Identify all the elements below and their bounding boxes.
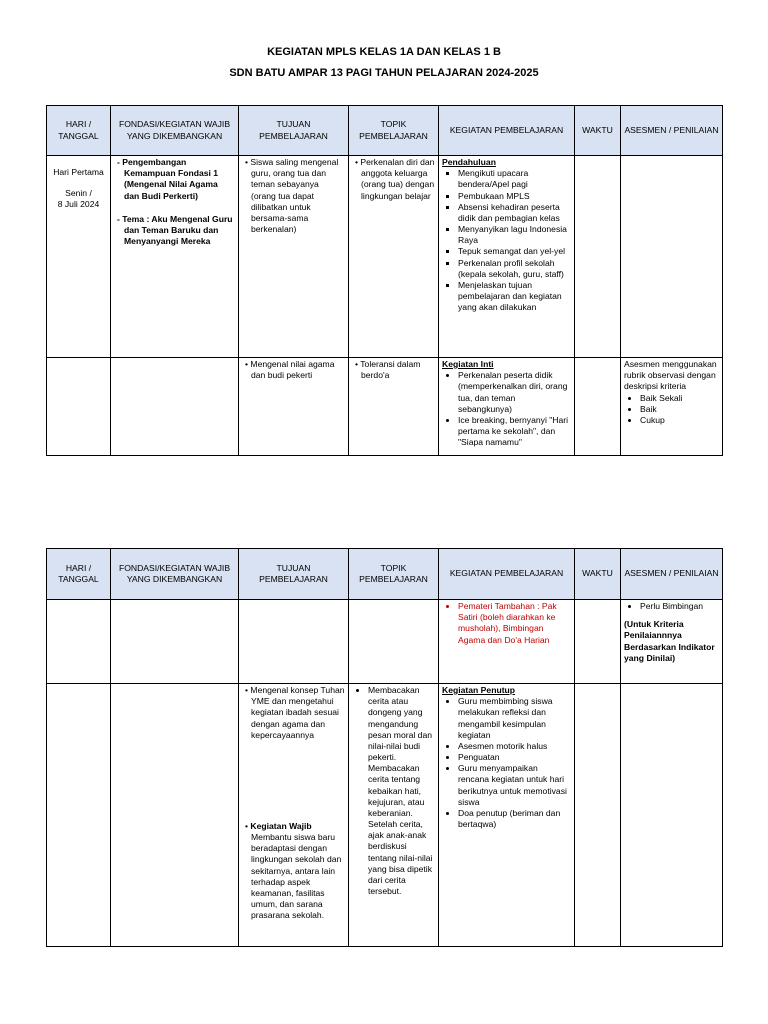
list-item: ▪ Pembukaan MPLS	[458, 191, 571, 202]
cell-tujuan	[239, 358, 349, 456]
list-item: • Doa penutup (beriman dan bertaqwa)	[458, 808, 571, 830]
kegiatan-heading: Pendahuluan	[442, 157, 496, 167]
cell-tujuan	[239, 156, 349, 358]
cell-kegiatan	[439, 684, 575, 947]
header-hari: HARI / TANGGAL	[47, 549, 111, 600]
header-asesmen: ASESMEN / PENILAIAN	[621, 106, 723, 156]
cell-tujuan	[239, 684, 349, 947]
tujuan-item: • Siswa saling mengenal guru, orang tua dan teman sebayanya (orang tua dapat dilibatkan untuk bersama-sama berkenalan)	[245, 157, 339, 235]
cell-topik	[349, 600, 439, 684]
cell-hari	[47, 600, 111, 684]
list-item: ▪ Tepuk semangat dan yel-yel	[458, 246, 571, 257]
list-item: • Membacakan cerita atau dongeng yang mengandung pesan moral dan nilai-nilai budi pekerti. Membacakan cerita tentang kebaikan hati, kejujuran, atau keberanian. Setelah cerita, ajak anak-anak berdiskusi tentang nilai-nilai yang bisa dipetik dari cerita tersebut.	[368, 685, 435, 897]
kegiatan-list	[442, 601, 571, 646]
document-title: KEGIATAN MPLS KELAS 1A DAN KELAS 1 B	[267, 46, 501, 58]
cell-kegiatan	[439, 156, 575, 358]
tujuan-wajib-text: Membantu siswa baru beradaptasi dengan lingkungan sekolah dan sekitarnya, antara lain terhadap aspek keamanan, fasilitas umum, dan sarana prasarana sekolah.	[251, 832, 342, 921]
fondasi-item-2: - Tema : Aku Mengenal Guru dan Teman Baruku dan Menyanyangi Mereka	[117, 213, 233, 247]
cell-waktu	[575, 684, 621, 947]
list-item: ▪ Menyanyikan lagu Indonesia Raya	[458, 224, 571, 246]
header-topik: TOPIK PEMBELAJARAN	[349, 106, 439, 156]
cell-tujuan	[239, 600, 349, 684]
list-item: ▪ Absensi kehadiran peserta didik dan pembagian kelas	[458, 202, 571, 224]
cell-hari	[47, 156, 111, 358]
header-tujuan: TUJUAN PEMBELAJARAN	[239, 106, 349, 156]
kegiatan-list	[442, 168, 571, 313]
header-asesmen: ASESMEN / PENILAIAN	[621, 549, 723, 600]
cell-topik	[349, 156, 439, 358]
list-item: • Ice breaking, bernyanyi "Hari pertama ke sekolah", dan "Siapa namamu"	[458, 415, 571, 449]
kegiatan-heading: Kegiatan Penutup	[442, 685, 516, 695]
cell-asesmen	[621, 156, 723, 358]
topik-item: • Perkenalan diri dan anggota keluarga (orang tua) dengan lingkungan belajar	[355, 157, 435, 201]
kegiatan-heading: Kegiatan Inti	[442, 359, 494, 369]
header-hari: HARI / TANGGAL	[47, 106, 111, 156]
cell-fondasi	[111, 358, 239, 456]
cell-asesmen	[621, 684, 723, 947]
cell-asesmen	[621, 358, 723, 456]
table-row	[47, 684, 723, 947]
list-item: • Cukup	[640, 415, 719, 426]
activity-table-2	[46, 548, 723, 947]
asesmen-list	[624, 601, 719, 612]
list-item: • Guru membimbing siswa melakukan refleksi dan mengambil kesimpulan kegiatan	[458, 696, 571, 741]
kegiatan-list	[442, 696, 571, 830]
kegiatan-list	[442, 370, 571, 448]
list-item: • Baik	[640, 404, 719, 415]
list-item: ▪ Perkenalan profil sekolah (kepala sekolah, guru, staff)	[458, 258, 571, 280]
header-fondasi: FONDASI/KEGIATAN WAJIB YANG DIKEMBANGKAN	[111, 549, 239, 600]
header-topik: TOPIK PEMBELAJARAN	[349, 549, 439, 600]
cell-topik	[349, 684, 439, 947]
list-item: • Baik Sekali	[640, 393, 719, 404]
cell-hari	[47, 358, 111, 456]
day-label: Hari Pertama	[53, 167, 104, 177]
header-waktu: WAKTU	[575, 549, 621, 600]
table-header-row	[47, 549, 723, 600]
topik-list	[352, 685, 435, 897]
asesmen-text: Asesmen menggunakan rubrik observasi dengan deskripsi kriteria	[624, 359, 717, 392]
fondasi-item-1: - Pengembangan Kemampuan Fondasi 1 (Mengenal Nilai Agama dan Budi Perkerti)	[117, 157, 219, 201]
activity-table-1	[46, 105, 723, 456]
header-kegiatan: KEGIATAN PEMBELAJARAN	[439, 549, 575, 600]
table-row	[47, 156, 723, 358]
cell-kegiatan	[439, 600, 575, 684]
list-item: • Penguatan	[458, 752, 571, 763]
cell-fondasi	[111, 684, 239, 947]
list-item: • Asesmen motorik halus	[458, 741, 571, 752]
list-item: • Perlu Bimbingan	[640, 601, 719, 612]
header-waktu: WAKTU	[575, 106, 621, 156]
tujuan-item: • Mengenal konsep Tuhan YME dan mengetahui kegiatan ibadah sesuai dengan agama dan kepercayaannya	[245, 685, 345, 740]
date-line-1: Senin /	[65, 188, 92, 199]
cell-topik	[349, 358, 439, 456]
table-row	[47, 358, 723, 456]
date-line-2: 8 Juli 2024	[57, 199, 100, 210]
cell-waktu	[575, 600, 621, 684]
asesmen-list	[624, 393, 719, 427]
cell-fondasi	[111, 600, 239, 684]
cell-waktu	[575, 358, 621, 456]
header-fondasi: FONDASI/KEGIATAN WAJIB YANG DIKEMBANGKAN	[111, 106, 239, 156]
header-kegiatan: KEGIATAN PEMBELAJARAN	[439, 106, 575, 156]
list-item: ▪ Mengikuti upacara bendera/Apel pagi	[458, 168, 571, 190]
table-row	[47, 600, 723, 684]
list-item: ▪ Menjelaskan tujuan pembelajaran dan kegiatan yang akan dilakukan	[458, 280, 571, 314]
cell-asesmen	[621, 600, 723, 684]
header-tujuan: TUJUAN PEMBELAJARAN	[239, 549, 349, 600]
cell-kegiatan	[439, 358, 575, 456]
list-item: • Guru menyampaikan rencana kegiatan untuk hari berikutnya untuk memotivasi siswa	[458, 763, 571, 808]
cell-hari	[47, 684, 111, 947]
topik-item: • Toleransi dalam berdo'a	[355, 359, 421, 381]
cell-waktu	[575, 156, 621, 358]
list-item: • Pemateri Tambahan : Pak Satiri (boleh diarahkan ke musholah), Bimbingan Agama dan Do'a Harian	[458, 601, 571, 646]
table-header-row	[47, 106, 723, 156]
list-item: • Perkenalan peserta didik (memperkenalkan diri, orang tua, dan teman sebangkunya)	[458, 370, 571, 415]
document-subtitle: SDN BATU AMPAR 13 PAGI TAHUN PELAJARAN 2024-2025	[229, 67, 539, 79]
tujuan-item-wajib: • Kegiatan Wajib	[245, 820, 312, 831]
tujuan-item: • Mengenal nilai agama dan budi pekerti	[245, 359, 335, 381]
asesmen-note: (Untuk Kriteria Penilaiannnya Berdasarkan Indikator yang Dinilai)	[624, 619, 715, 663]
cell-fondasi	[111, 156, 239, 358]
